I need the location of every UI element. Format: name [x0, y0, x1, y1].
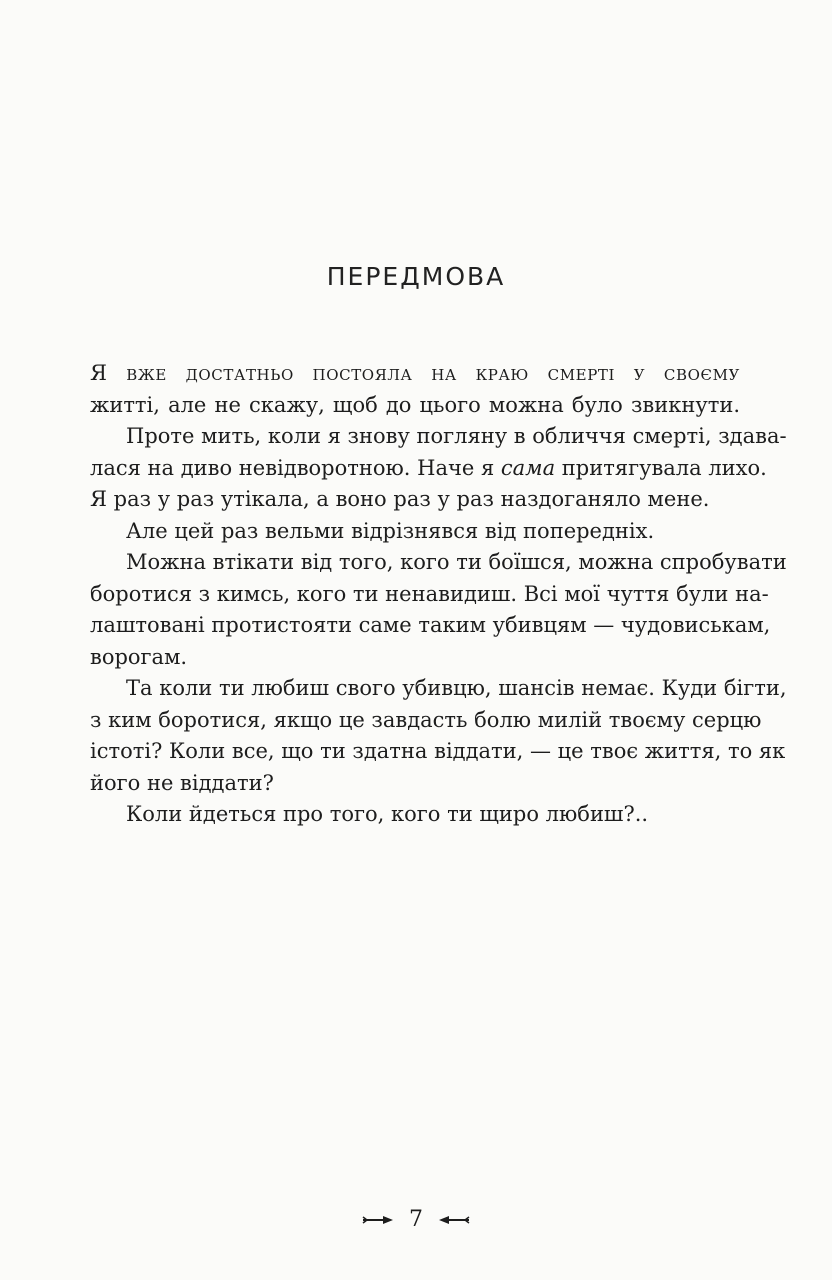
- text-line: його не віддати?: [90, 770, 274, 795]
- preface-text: [90, 358, 787, 831]
- text-line: Я раз у раз утікала, а воно раз у раз наздоганяло мене.: [90, 487, 710, 511]
- text-line: Але цей раз вельми відрізнявся від попередніх.: [126, 518, 655, 543]
- text-line: з ким боротися, якщо це завдасть болю милій твоєму серцю: [90, 707, 762, 732]
- text-line: Коли йдеться про того, кого ти щиро любиш?..: [126, 802, 649, 826]
- text-line-lead: Я вже достатньо постояла на краю смерті у своєму: [90, 361, 740, 385]
- text-line: Можна втікати від того, кого ти боїшся, можна спробувати: [126, 550, 787, 574]
- chapter-heading: ПЕРЕДМОВА: [326, 262, 506, 291]
- page-footer: [0, 1207, 832, 1232]
- text-line: Та коли ти любиш свого убивцю, шансів немає. Куди бігти,: [126, 676, 787, 700]
- text-line: ворогам.: [90, 644, 188, 669]
- text-fragment: лася на диво невідворотною. Наче я: [90, 455, 501, 480]
- text-line: боротися з кимсь, кого ти ненавидиш. Всі мої чуття були на-: [90, 581, 769, 606]
- text-line: лаштовані протистояти саме таким убивцям — чудовиськам,: [90, 613, 771, 637]
- right-ornament-icon: [435, 1214, 471, 1226]
- left-ornament-icon: [361, 1214, 397, 1226]
- text-fragment: притягувала лихо.: [555, 455, 767, 480]
- text-line: істоті? Коли все, що ти здатна віддати, — це твоє життя, то як: [90, 739, 786, 763]
- text-line: [90, 453, 767, 485]
- text-line: Проте мить, коли я знову погляну в обличчя смерті, здава-: [126, 424, 787, 448]
- emphasis-text: сама: [500, 455, 556, 480]
- text-line: житті, але не скажу, щоб до цього можна було звикнути.: [90, 392, 740, 417]
- page-number: 7: [409, 1207, 423, 1232]
